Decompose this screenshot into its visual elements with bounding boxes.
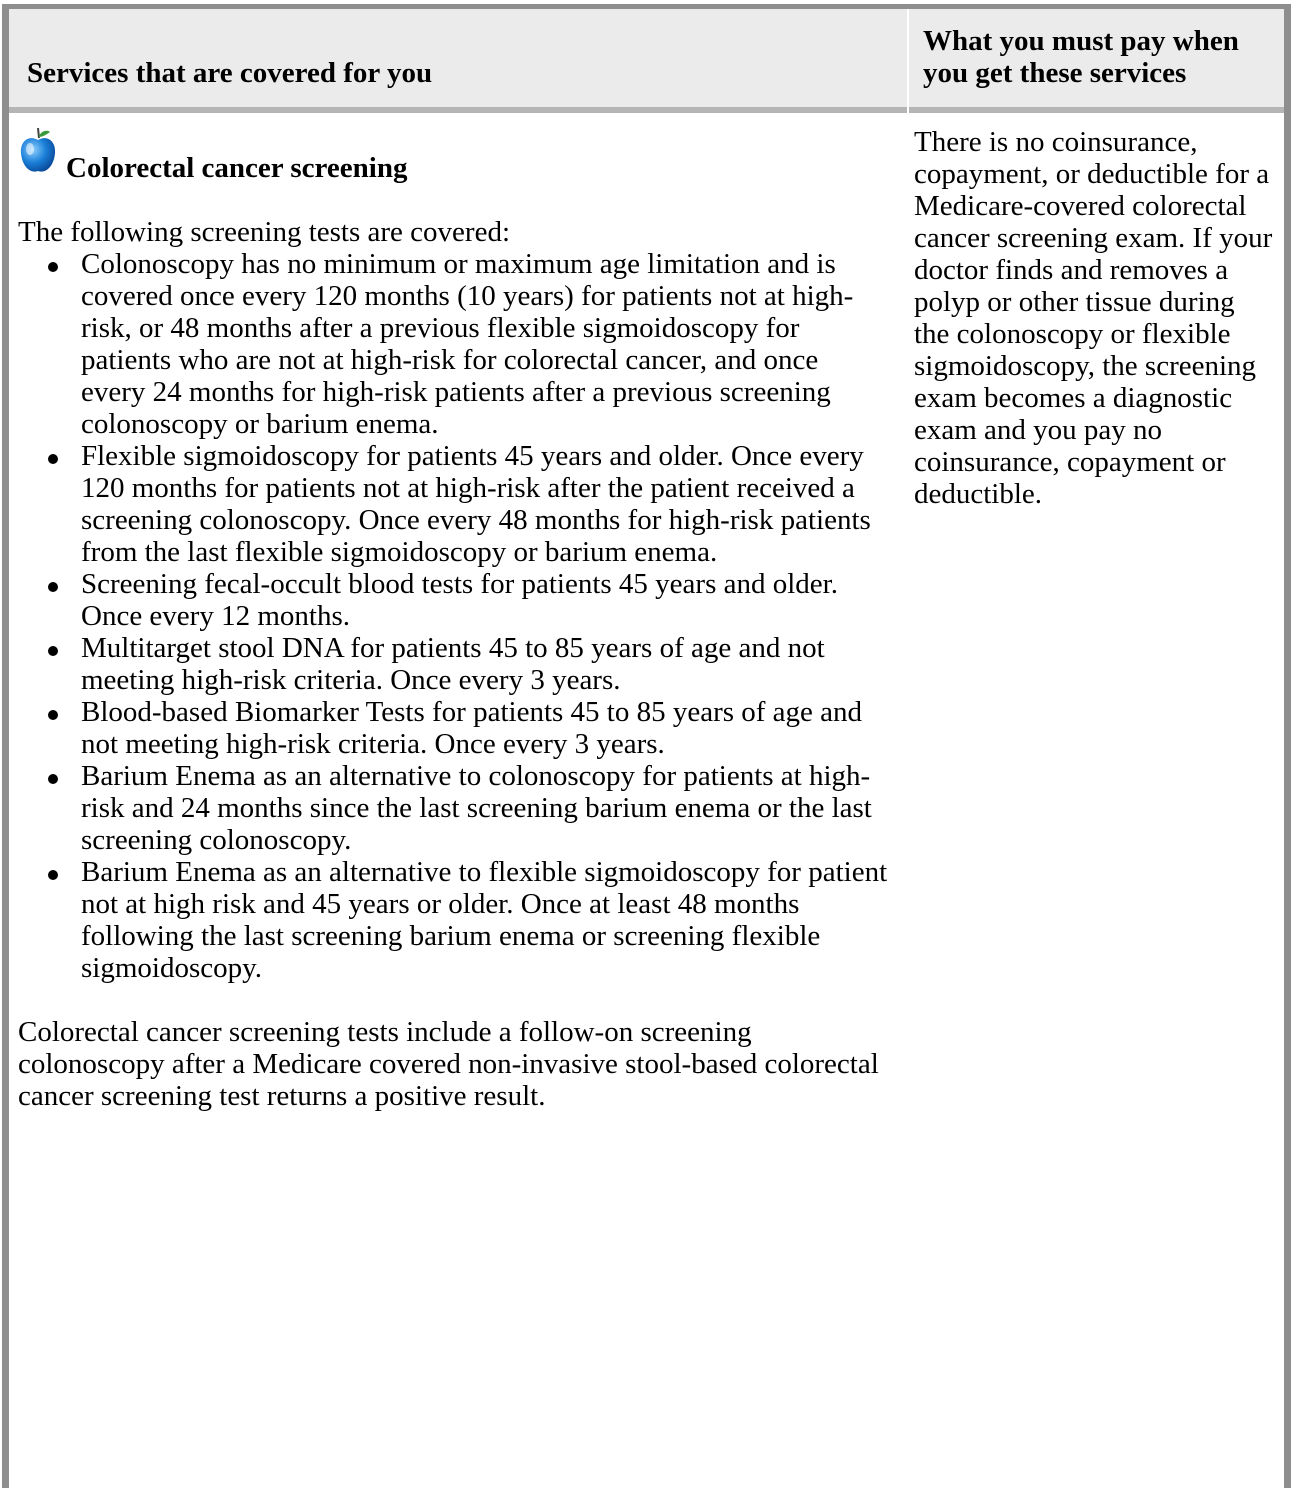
service-title: Colorectal cancer screening xyxy=(66,152,408,184)
list-item xyxy=(18,632,888,696)
list-item xyxy=(18,248,888,440)
list-item xyxy=(18,568,888,632)
bullet-icon xyxy=(48,454,58,464)
tests-list xyxy=(18,248,888,984)
bullet-icon xyxy=(48,870,58,880)
bullet-icon xyxy=(48,710,58,720)
bullet-icon xyxy=(48,262,58,272)
table-header xyxy=(9,9,1284,113)
list-item xyxy=(18,440,888,568)
list-item xyxy=(18,760,888,856)
column-divider xyxy=(907,9,909,1488)
test-item-text: Screening fecal-occult blood tests for patients 45 years and older. Once every 12 months. xyxy=(81,568,838,632)
test-item-text: Flexible sigmoidoscopy for patients 45 years and older. Once every 120 months for patients not at high-risk after the patient received a screening colonoscopy. Once every 48 months for high-risk patients from the last flexible sigmoidoscopy or barium enema. xyxy=(81,440,871,568)
test-item-text: Barium Enema as an alternative to flexible sigmoidoscopy for patient not at high risk and 45 years or older. Once at least 48 months following the last screening barium enema or screening flexible sigmoidoscopy. xyxy=(81,856,888,984)
list-item xyxy=(18,856,888,984)
bullet-icon xyxy=(48,582,58,592)
bullet-icon xyxy=(48,774,58,784)
closing-paragraph: Colorectal cancer screening tests include a follow-on screening colonoscopy after a Medicare covered non-invasive stool-based colorectal cancer screening test returns a positive result. xyxy=(18,1016,879,1112)
service-heading xyxy=(18,120,888,184)
test-item-text: Blood-based Biomarker Tests for patients 45 to 85 years of age and not meeting high-risk criteria. Once every 3 years. xyxy=(81,696,863,760)
test-item-text: Colonoscopy has no minimum or maximum age limitation and is covered once every 120 months (10 years) for patients not at high-risk, or 48 months after a previous flexible sigmoidoscopy for patients who are not at high-risk for colorectal cancer, and once every 24 months for high-risk patients after a previous screening colonoscopy or barium enema. xyxy=(81,248,854,440)
bullet-icon xyxy=(48,646,58,656)
header-what-you-pay: What you must pay when you get these services xyxy=(923,25,1239,89)
intro-text: The following screening tests are covered: xyxy=(18,216,511,248)
cost-column xyxy=(914,126,1274,510)
header-services: Services that are covered for you xyxy=(27,57,433,89)
services-column xyxy=(18,120,888,1112)
cost-text: There is no coinsurance, copayment, or deductible for a Medicare-covered colorectal cancer screening exam. If your doctor finds and removes a polyp or other tissue during the colonoscopy or flexible sigmoidoscopy, the screening exam becomes a diagnostic exam and you pay no coinsurance, copayment or deductible. xyxy=(914,126,1273,510)
test-item-text: Barium Enema as an alternative to colonoscopy for patients at high-risk and 24 months since the last screening barium enema or the last screening colonoscopy. xyxy=(81,760,872,856)
test-item-text: Multitarget stool DNA for patients 45 to 85 years of age and not meeting high-risk criteria. Once every 3 years. xyxy=(81,632,825,696)
list-item xyxy=(18,696,888,760)
apple-icon xyxy=(18,126,58,176)
